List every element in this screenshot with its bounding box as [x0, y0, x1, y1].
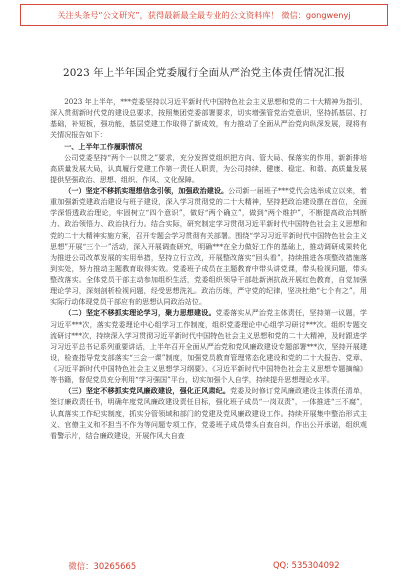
body-paragraph [50, 185, 367, 307]
paragraph-text: 党委及时修订党风廉政建设主体责任清单，签订廉政责任书，明确年度党风廉政建设责任目标，强化班子成员“一岗双责”，一体推进“三不腐”，认真落实工作纪实制度，抓实分管领域和部门的党建及党风廉政建设工作。持续开展集中整治形式主义、官僚主义和不担当不作为等问题专项工作，党委班子成员带头自查自纠，作出公开承诺，组织观看警示片，结合廉政建设，开展作风大自查 [50, 386, 367, 440]
footer-wechat: 微信：30265665 [68, 561, 137, 571]
body-paragraph [50, 385, 367, 441]
paragraph-lead: （三）坚定不移抓实党风廉政建设，强化正风肃纪。 [64, 386, 231, 396]
page-title: 2023 年上半年国企党委履行全面从严治党主体责任情况汇报 [62, 67, 346, 79]
section-heading: 一、上半年工作履职情况 [64, 141, 143, 151]
footer-contact [0, 560, 408, 572]
paragraph-text: 公司新一届班子***党代会选举成立以来，着重加强新党建政治建设与班子建设，深入学习贯彻党的二十大精神，坚持把政治建设摆在首位，全面学深悟透政治理论，牢固树立“四个意识”，做好“两个确立”，做到“两个维护”，不断提高政治判断力、政治领悟力、政治执行力。结合实际，研究制定学习贯彻习近平新时代中国特色社会主义思想和党的二十大精神实施方案，召开专题会学习贯彻有关部署。围绕“学习习近平新时代中国特色社会主义思想”开展“三个一”活动，深入开展调查研究，明确***在全力做好工作的基础上，推动调研成果转化为推进公司改革发展的实用举措，坚持立行立改，开展整改落实“回头看”，持续推进各项整改措施落到实处，努力推动主题教育取得实效。党委班子成员在主题教育中带头讲党课，带头检视问题，带头整改落实。全体党员干部主动参加组织生活，党委组织领导干部赴新洲抗战开展红色教育，自觉加强理论学习，深刻剖析检视问题，经受思想洗礼。政治历练，严守党的纪律，坚决杜绝“七个有之”，用实际行动体现党员干部应有的思想认同政治站位。 [50, 186, 367, 307]
paragraph-lead: （一）坚定不移抓实理想信念引领，加强政治建设。 [64, 186, 229, 195]
top-banner: 关注头条号“公文研究”，获得最新最全最专业的公文资料库！ 微信：gongwenyj [20, 4, 388, 26]
paragraph-text: 党委落实从严治党主体责任，坚持第一议题，学习近平***次，落实党委理论中心组学习工作制度，组织党委理论中心组学习研讨***次。组织专题交流研讨***次，持续深入学习贯彻习近平新时代中国特色社会主义思想和党的二十大精神，及时跟进学习习近平总书记系列重要讲话，上半年召开全面从严治党和党风廉政建设专题部署***次，坚持开展建设，检查指导党支部落实“三会一课”制度，加强党员教育管理常态化建设和党的二十大报告、党章、《习近平新时代中国特色社会主义思想学习纲要》、《习近平新时代中国特色社会主义思想专题摘编》等书籍，督促党员充分利用“学习强国”平台，切实加强个人自学，持续提升思想理论水平。 [50, 308, 367, 385]
body-paragraph: 2023 年上半年，***党委坚持以习近平新时代中国特色社会主义思想和党的二十大精神为指引，深入贯彻新时代党的建设总要求，按照集团党委部署要求，切实增强管党治党意识，坚持抓基层、打基础，补短板，强功能，基层党建工作取得了新成效，有力推动了全面从严治党向纵深发展，现将有关情况报告如下： [50, 97, 367, 140]
footer-qq: QQ: 535304092 [272, 560, 340, 570]
paragraph-lead: （二）坚定不移抓实理论学习，聚力思想建设。 [64, 308, 216, 318]
body-paragraph [50, 307, 367, 385]
document-body [50, 96, 367, 548]
body-paragraph: 公司党委坚持“两个一以贯之”要求，充分发挥党组织把方向、管大局、保落实的作用，新新排培高质量发展大局，认真履行党建工作第一责任人职责，为公司持续、健康、稳定、和谐、高质量发展提供坚强政治、思想、组织、作风、文化保障。 [50, 152, 367, 184]
